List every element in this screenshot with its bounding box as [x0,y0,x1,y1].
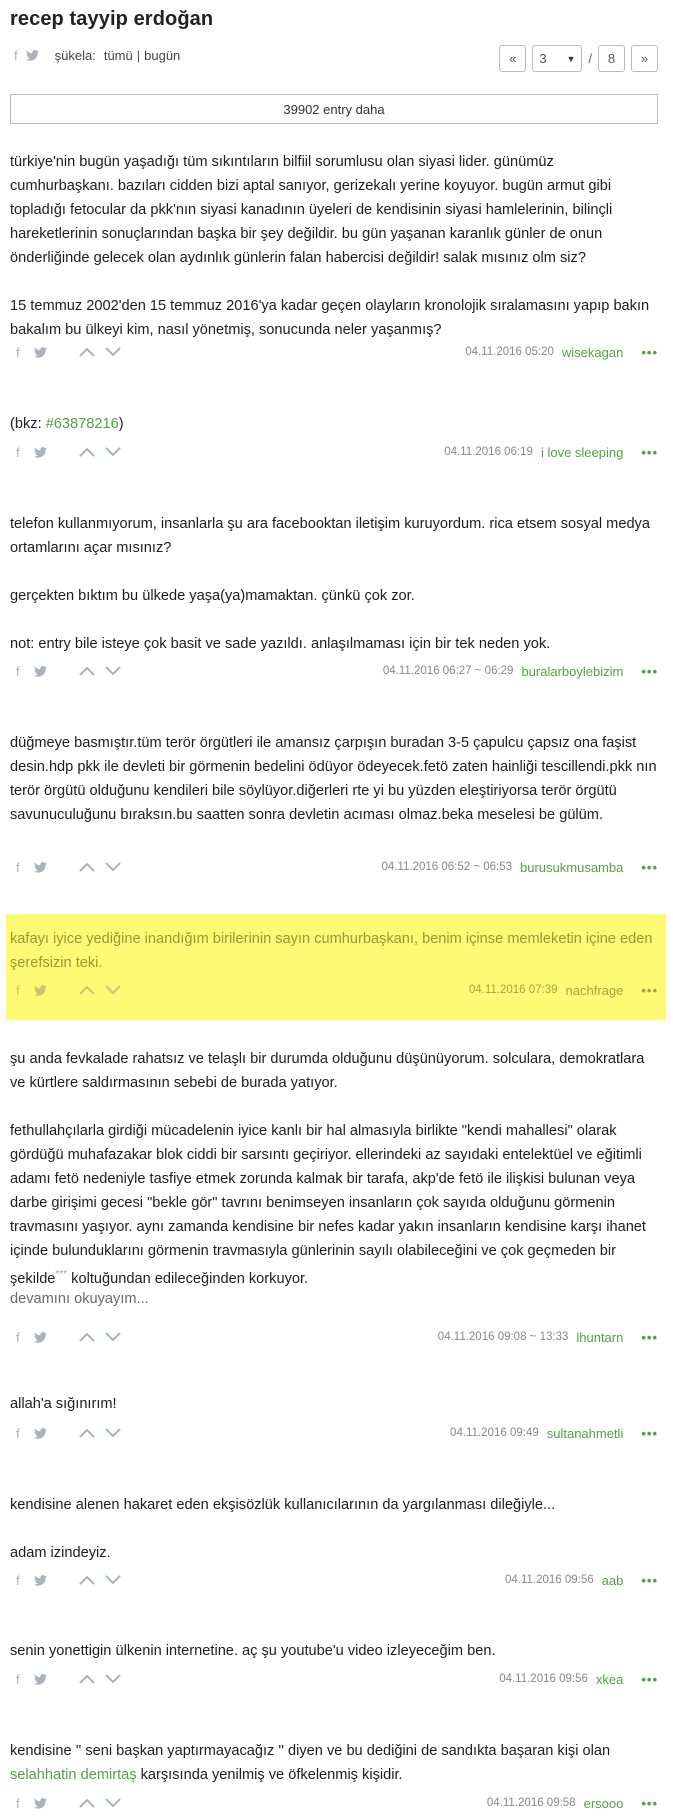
entry-footer [10,1669,658,1689]
facebook-icon[interactable]: f [16,663,20,679]
entry-content [10,1392,658,1416]
pager-prev-button[interactable]: « [499,45,526,72]
bkz-prefix: (bkz: [10,416,46,432]
entry-paragraph: düğmeye basmıştır.tüm terör örgütleri ile amansız çarpışın buradan 3-5 çapulcu çapsız ona faşist desin.hdp pkk ile devleti bir görmenin bedelini ödüyor ödeyecek.fetö zaten hainliği tescillendi.pkk nın terör örgütü olduğunu kendileri bile söylüyor.diğerleri rte yi bu yüzden eleştiriyorsa terör örgütü savunuculuğunu bıraksın.bu saatten sonra devletin acıması olmaz.beka meselesi be gülüm. [10,735,657,823]
entry-paragraph: 15 temmuz 2002'den 15 temmuz 2016'ya kadar geçen olayların kronolojik sıralamasını yapıp bakın bakalım bu ülkeyi kim, nasıl yönetmiş, sonucunda neler yaşanmış? [10,298,650,338]
entry-paragraph: fethullahçılarla girdiği mücadelenin iyice kanlı bir hal almasıyla birlikte "kendi mahallesi" olarak gördüğü muhafazakar blok ciddi bir sarsıntı geçiriyor. ellerindeki az sayıdaki entelektüel ve eğitimli adamı fetö nedeniyle tasfiye etmek zorunda kalmak bir tarafa, akp'de fetö ile ilişkisi bulunan veya darbe girişimi gecesi "bekle gör" tavrını benimseyen insanların çok sayıda olduğunu görmenin travmasını yaşıyor. aynı zamanda kendisine bir nefes kadar yakın insanların kendisine karşı ihanet içinde bulunduklarını görmenin travmasıyla günlerinin sayılı olabileceğini ve çok geçmeden bir şekilde [10,1123,646,1287]
entry-menu-icon[interactable]: ••• [641,1425,658,1441]
upvote-icon[interactable] [79,1428,95,1438]
read-more-link[interactable]: devamını okuyayım... [10,1291,149,1307]
entry-paragraph: adam izindeyiz. [10,1545,111,1561]
entry-date[interactable]: 04.11.2016 07:39 [468,984,558,996]
entry-content [10,412,658,436]
topic-subbar [14,48,180,63]
upvote-icon[interactable] [79,666,95,676]
entry-date[interactable]: 04.11.2016 09:56 [504,1574,594,1586]
entry-footer [10,857,658,877]
pager-page-select[interactable] [532,45,582,72]
twitter-icon[interactable] [34,1332,47,1343]
entry-footer [10,661,658,681]
entry-footer [10,1793,658,1813]
facebook-icon[interactable]: f [16,1671,20,1687]
upvote-icon[interactable] [79,1332,95,1342]
entry-author[interactable]: sultanahmetli [546,1425,624,1441]
entry-menu-icon[interactable]: ••• [641,1795,658,1811]
topic-title[interactable]: recep tayyip erdoğan [10,8,214,30]
entry-menu-icon[interactable]: ••• [641,444,658,460]
entry-date[interactable]: 04.11.2016 05:20 [465,346,554,358]
facebook-icon[interactable]: f [16,1329,20,1345]
entry-paragraph: not: entry bile isteye çok basit ve sade yazıldı. anlaşılmaması için bir tek neden yok. [10,636,551,652]
facebook-icon[interactable]: f [16,982,20,998]
entry-paragraph: şu anda fevkalade rahatsız ve telaşlı bir durumda olduğunu düşünüyorum. solculara, demokratlara ve kürtlere saldırmasının sebebi de burada yatıyor. [10,1051,645,1091]
pager-separator: / [588,51,592,66]
twitter-icon[interactable] [34,985,47,996]
entry-footer [10,1570,658,1590]
twitter-icon[interactable] [34,1798,47,1809]
sukela-today-link[interactable]: bugün [144,48,181,63]
downvote-icon[interactable] [105,666,121,676]
pager [499,45,658,72]
entry-author[interactable]: xkea [595,1671,624,1687]
entry-author[interactable]: wisekagan [561,344,624,360]
entry-author[interactable]: aab [601,1572,624,1588]
entry-paragraph: allah'a sığınırım! [10,1396,117,1412]
upvote-icon[interactable] [79,1798,95,1808]
twitter-icon[interactable] [34,1674,47,1685]
pager-last-page[interactable]: 8 [598,45,625,72]
entry-content [10,1493,658,1565]
entry-date[interactable]: 04.11.2016 06:52 ~ 06:53 [381,861,513,873]
facebook-icon[interactable]: f [16,1795,20,1811]
facebook-icon[interactable]: f [16,859,20,875]
twitter-icon[interactable] [26,50,39,61]
entry-menu-icon[interactable]: ••• [641,1329,658,1345]
entry-menu-icon[interactable]: ••• [641,982,658,998]
entry-content [10,1639,658,1663]
entry-footer [10,342,658,362]
bkz-link[interactable]: selahhatin demirtaş [10,1767,137,1783]
twitter-icon[interactable] [34,447,47,458]
entry-date[interactable]: 04.11.2016 09:56 [499,1673,588,1685]
downvote-icon[interactable] [105,1798,121,1808]
upvote-icon[interactable] [79,1674,95,1684]
entry-author[interactable]: lhuntarn [576,1329,624,1345]
entry-content [10,150,658,342]
entry-footer [10,1327,658,1347]
entry-content [10,1047,658,1291]
downvote-icon[interactable] [105,985,121,995]
pager-current-page: 3 [539,51,547,66]
entry-date[interactable]: 04.11.2016 09:49 [450,1427,539,1439]
entry-paragraph: kendisine alenen hakaret eden ekşisözlük kullanıcılarının da yargılanması dileğiyle... [10,1497,556,1513]
chevron-down-icon: ▼ [566,53,576,64]
entry-footer [10,442,658,462]
downvote-icon[interactable] [105,1575,121,1585]
entry-menu-icon[interactable]: ••• [641,1671,658,1687]
downvote-icon[interactable] [105,862,121,872]
facebook-icon[interactable]: f [16,1425,20,1441]
entry-author[interactable]: ersooo [583,1795,624,1811]
entry-menu-icon[interactable]: ••• [641,344,658,360]
twitter-icon[interactable] [34,666,47,677]
upvote-icon[interactable] [79,347,95,357]
sukela-separator: | [136,48,141,63]
entry-menu-icon[interactable]: ••• [641,1572,658,1588]
upvote-icon[interactable] [79,1575,95,1585]
entry-date[interactable]: 04.11.2016 06:27 ~ 06:29 [382,665,514,677]
downvote-icon[interactable] [105,1332,121,1342]
upvote-icon[interactable] [79,985,95,995]
entry-author[interactable]: buralarboylebizim [521,663,624,679]
downvote-icon[interactable] [105,447,121,457]
twitter-icon[interactable] [34,862,47,873]
facebook-icon[interactable]: f [14,48,18,63]
entry-paragraph-tail: karşısında yenilmiş ve öfkelenmiş kişidir. [136,1767,403,1783]
asterisk-link[interactable]: *** [55,1269,68,1280]
pager-next-button[interactable]: » [631,45,658,72]
entry-content [10,731,658,827]
downvote-icon[interactable] [105,1674,121,1684]
entry-date[interactable]: 04.11.2016 09:58 [486,1797,576,1809]
entry-paragraph: kendisine '' seni başkan yaptırmayacağız '' diyen ve bu dediğini de sandıkta başaran kişi olan [10,1743,611,1759]
entry-content [10,512,658,656]
entry-content-highlighted [10,927,658,975]
entry-paragraph-tail: koltuğundan edileceğinden korkuyor. [67,1270,309,1287]
entry-author[interactable]: nachfrage [565,982,624,998]
entry-footer [10,1423,658,1443]
upvote-icon[interactable] [79,447,95,457]
facebook-icon[interactable]: f [16,1572,20,1588]
bkz-link[interactable]: #63878216 [45,416,119,432]
entry-paragraph: senin yonettigin ülkenin internetine. aç şu youtube'u video izleyeceğim ben. [10,1643,496,1659]
entry-footer [10,980,658,1000]
entry-author[interactable]: i love sleeping [540,444,624,460]
facebook-icon[interactable]: f [16,444,20,460]
facebook-icon[interactable]: f [16,344,20,360]
entry-paragraph: telefon kullanmıyorum, insanlarla şu ara facebooktan iletişim kuruyordum. rica etsem sosyal medya ortamlarını açar mısınız? [10,516,650,556]
show-more-entries-button[interactable]: 39902 entry daha [10,94,658,124]
entry-content [10,1739,658,1787]
bkz-suffix: ) [118,416,124,432]
downvote-icon[interactable] [105,1428,121,1438]
twitter-icon[interactable] [34,1575,47,1586]
entry-paragraph: gerçekten bıktım bu ülkede yaşa(ya)mamaktan. çünkü çok zor. [10,588,415,604]
downvote-icon[interactable] [105,347,121,357]
twitter-icon[interactable] [34,1428,47,1439]
sukela-all-link[interactable]: tümü [103,48,133,63]
entry-author[interactable]: burusukmusamba [520,859,624,875]
entry-menu-icon[interactable]: ••• [641,859,658,875]
entry-date[interactable]: 04.11.2016 06:19 [444,446,533,458]
entry-paragraph: kafayı iyice yediğine inandığım birilerinin sayın cumhurbaşkanı, benim içinse memleketin içine eden şerefsizin teki. [10,931,653,971]
entry-menu-icon[interactable]: ••• [641,663,658,679]
sukela-label: şükela: [54,48,96,63]
entry-date[interactable]: 04.11.2016 09:08 ~ 13:33 [437,1331,569,1343]
twitter-icon[interactable] [34,347,47,358]
entry-paragraph: türkiye'nin bugün yaşadığı tüm sıkıntıların bilfiil sorumlusu olan siyasi lider. günümüz cumhurbaşkanı. bazıları cidden bizi aptal sanıyor, gerizekalı yerine koyuyor. bugün armut gibi topladığı fetocular da pkk'nın siyasi kanadının üyeleri de kendisinin siyasi hamlelerinin, bilinçli hareketlerinin sonuçlarından başka bir şey değildir. bu gün yaşanan karanlık günler de onun önderliğinde gelecek olan aydınlık günlerin falan habercisi değildir! salak mısınız olm siz? [10,154,613,266]
upvote-icon[interactable] [79,862,95,872]
